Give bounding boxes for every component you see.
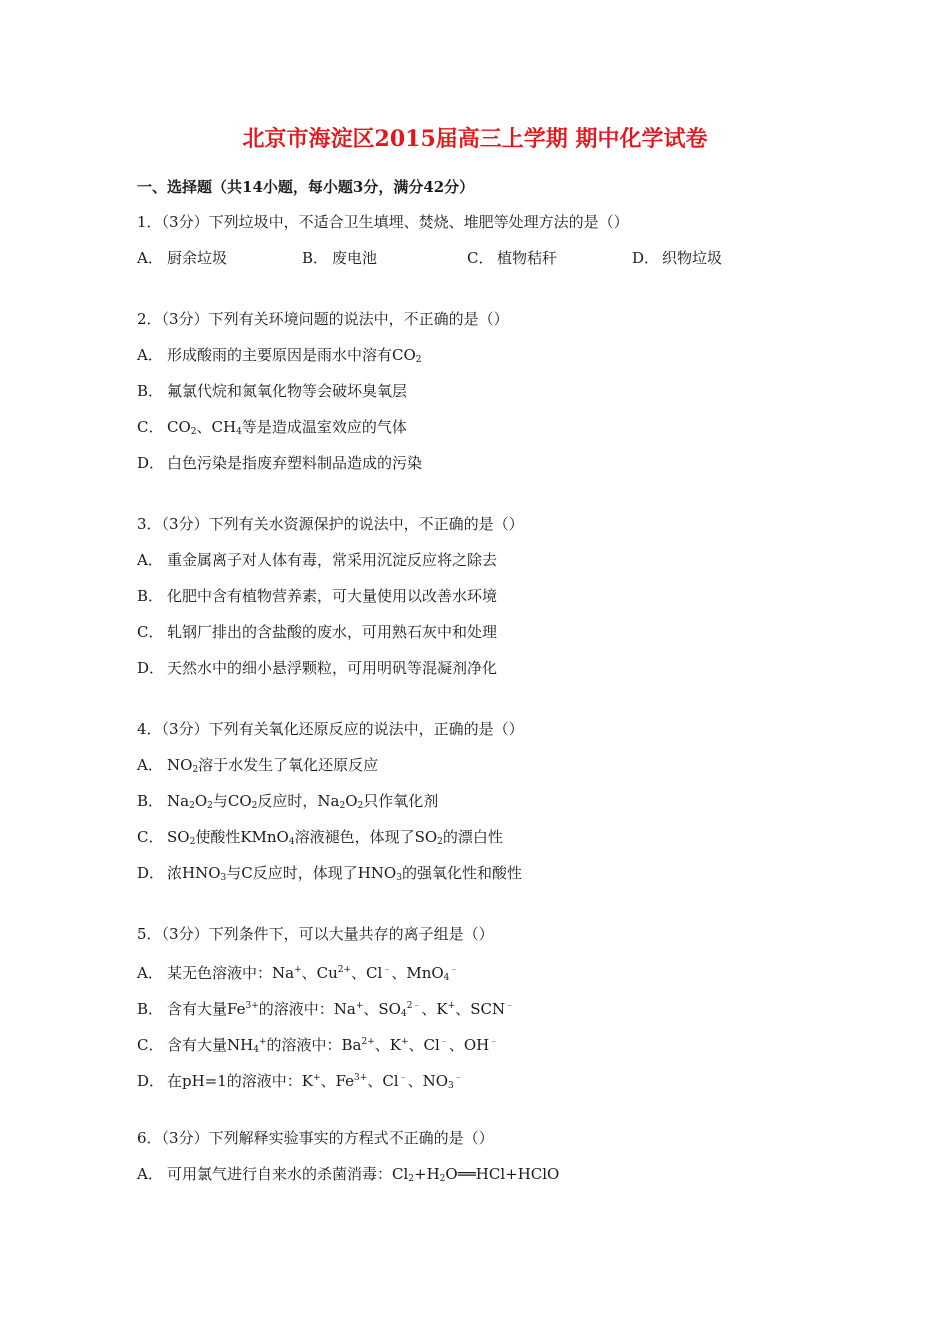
question-1-stem: 1．（3分）下列垃圾中，不适合卫生填埋、焚烧、堆肥等处理方法的是（）	[137, 213, 629, 231]
question-3-stem: 3．（3分）下列有关水资源保护的说法中，不正确的是（）	[137, 515, 524, 533]
q1-option-d[interactable]: D． 织物垃圾	[632, 249, 723, 267]
q1-option-a[interactable]: A． 厨余垃圾	[137, 249, 228, 267]
q2-option-c[interactable]: C． $CO_2$、$CH_4$等是造成温室效应的气体	[137, 418, 407, 437]
question-2-stem: 2．（3分）下列有关环境问题的说法中，不正确的是（）	[137, 310, 509, 328]
q4-option-d[interactable]: D． 浓$HNO_3$与C反应时，体现了$HNO_3$的强氧化性和酸性	[137, 864, 522, 883]
q4-option-a[interactable]: A． $NO_2$溶于水发生了氧化还原反应	[137, 756, 379, 775]
section-heading: 一、选择题（共14小题，每小题3分，满分42分）	[137, 178, 475, 196]
q6-option-a[interactable]: A． 可用氯气进行自来水的杀菌消毒：$Cl_2+H_2O══HCl+HClO$	[137, 1165, 560, 1184]
q2-option-a[interactable]: A． 形成酸雨的主要原因是雨水中溶有$CO_2$	[137, 346, 422, 365]
q1-option-c[interactable]: C． 植物秸秆	[467, 249, 558, 267]
q3-option-a[interactable]: A． 重金属离子对人体有毒，常采用沉淀反应将之除去	[137, 551, 498, 569]
q5-option-b[interactable]: B． 含有大量$Fe^{3+}$的溶液中：Na+、$SO_4^{2﹣}$、K+、SCN﹣	[137, 1000, 515, 1019]
q2-option-d[interactable]: D． 白色污染是指废弃塑料制品造成的污染	[137, 454, 423, 472]
exam-title: 北京市海淀区2015届高三上学期 期中化学试卷	[242, 126, 708, 152]
question-6-stem: 6．（3分）下列解释实验事实的方程式不正确的是（）	[137, 1129, 494, 1147]
q3-option-b[interactable]: B． 化肥中含有植物营养素，可大量使用以改善水环境	[137, 587, 498, 605]
q3-option-c[interactable]: C． 轧钢厂排出的含盐酸的废水，可用熟石灰中和处理	[137, 623, 498, 641]
q4-option-c[interactable]: C． $SO_2$使酸性KMnO$_4$溶液褪色，体现了$SO_2$的漂白性	[137, 828, 503, 847]
q3-option-d[interactable]: D． 天然水中的细小悬浮颗粒，可用明矾等混凝剂净化	[137, 659, 498, 677]
q5-option-a[interactable]: A． 某无色溶液中：Na+、$Cu^{2+}$、Cl﹣、MnO$_4$﹣	[137, 964, 459, 983]
q5-option-c[interactable]: C． 含有大量$NH_4^+$的溶液中：$Ba^{2+}$、K+、Cl﹣、OH﹣	[137, 1036, 499, 1055]
question-5-stem: 5．（3分）下列条件下，可以大量共存的离子组是（）	[137, 925, 494, 943]
q1-option-b[interactable]: B． 废电池	[302, 249, 378, 267]
q4-option-b[interactable]: B． $Na_2O_2$与$CO_2$反应时，$Na_2O_2$只作氧化剂	[137, 792, 439, 811]
question-4-stem: 4．（3分）下列有关氧化还原反应的说法中，正确的是（）	[137, 720, 524, 738]
q2-option-b[interactable]: B． 氟氯代烷和氮氧化物等会破坏臭氧层	[137, 382, 408, 400]
q5-option-d[interactable]: D． 在pH=1的溶液中：K+、$Fe^{3+}$、Cl﹣、$NO_3^﹣$	[137, 1072, 463, 1091]
